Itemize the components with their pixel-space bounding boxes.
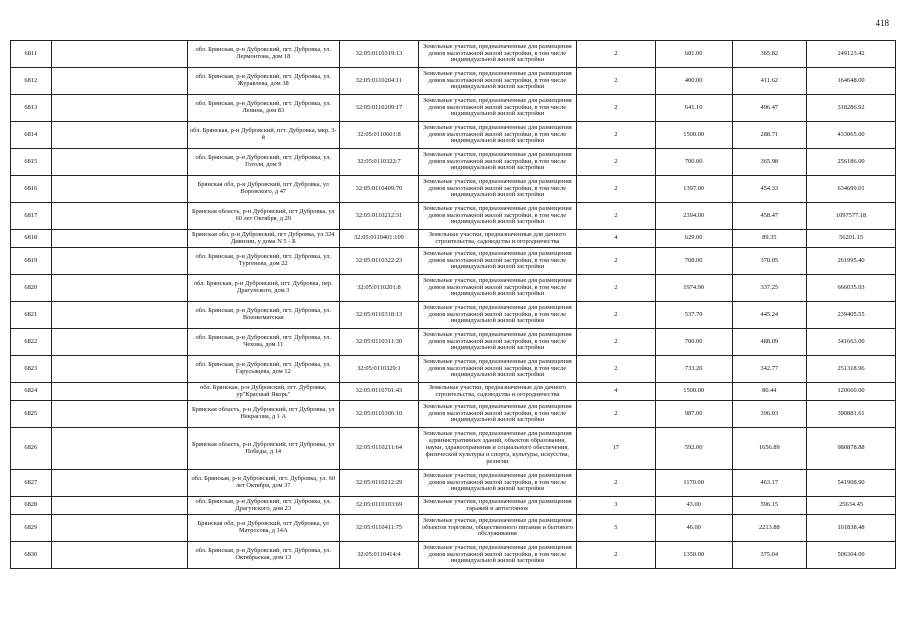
table-row — [11, 248, 896, 275]
row-number: 6826 — [11, 428, 52, 470]
table-row — [11, 428, 896, 470]
area-cell: 592.00 — [655, 428, 732, 470]
specific-value-cell: 411.62 — [732, 68, 807, 95]
specific-value-cell: 463.17 — [732, 470, 807, 497]
area-cell: 1350.00 — [655, 542, 732, 569]
cadastral-number-cell: 32:05:0110209:17 — [339, 95, 418, 122]
area-cell: 708.00 — [655, 248, 732, 275]
address-cell: обл. Брянская, р-н Дубровский, пгт. Дубровка, ул. Лермонтова, дом 18 — [187, 41, 339, 68]
specific-value-cell: 596.15 — [732, 497, 807, 515]
land-use-cell: Земельные участки, предназначенные для размещения домов малоэтажной жилой застройки, в том числе индивидуальной жилой застройки — [418, 470, 576, 497]
category-code-cell: 2 — [576, 275, 655, 302]
cadastral-number-cell: 32:05:0110212:31 — [339, 203, 418, 230]
specific-value-cell: 365.82 — [732, 41, 807, 68]
category-code-cell: 4 — [576, 383, 655, 401]
land-use-cell: Земельные участки, предназначенные для размещения домов малоэтажной жилой застройки, в том числе индивидуальной жилой застройки — [418, 248, 576, 275]
cadastral-number-cell: 32:05:0110414:4 — [339, 542, 418, 569]
cadastral-value-cell: 25634.45 — [807, 497, 896, 515]
land-use-cell: Земельные участки, предназначенные для размещения домов малоэтажной жилой застройки, в том числе индивидуальной жилой застройки — [418, 275, 576, 302]
land-use-cell: Земельные участки, предназначенные для размещения домов малоэтажной жилой застройки, в том числе индивидуальной жилой застройки — [418, 149, 576, 176]
empty-cell — [51, 497, 187, 515]
row-number: 6816 — [11, 176, 52, 203]
row-number: 6821 — [11, 302, 52, 329]
cadastral-value-cell: 164648.00 — [807, 68, 896, 95]
cadastral-number-cell: 32:05:0110204:11 — [339, 68, 418, 95]
address-cell: Брянская область, р-н Дубровский, пгт Дубровка, ул Некрасова, д 1 А — [187, 401, 339, 428]
row-number: 6830 — [11, 542, 52, 569]
specific-value-cell: 488.09 — [732, 329, 807, 356]
empty-cell — [51, 542, 187, 569]
area-cell: 641.10 — [655, 95, 732, 122]
empty-cell — [51, 149, 187, 176]
cadastral-number-cell: 32:05:0110318:13 — [339, 302, 418, 329]
table-row — [11, 302, 896, 329]
empty-cell — [51, 515, 187, 542]
address-cell: обл. Брянская, р-н Дубровский, пгт. Дубровка, ул. Военкоматская — [187, 302, 339, 329]
table-row — [11, 329, 896, 356]
specific-value-cell: 445.24 — [732, 302, 807, 329]
row-number: 6820 — [11, 275, 52, 302]
land-use-cell: Земельные участки, предназначенные для дачного строительства, садоводства и огородничества — [418, 383, 576, 401]
cadastral-value-cell: 251318.96 — [807, 356, 896, 383]
address-cell: обл. Брянская, р-н Дубровский, пгт. Дубровка, ул. Ленина, дом 83 — [187, 95, 339, 122]
specific-value-cell: 342.77 — [732, 356, 807, 383]
address-cell: обл. Брянская, р-н Дубровский, пгт. Дубровка, ул. Тургенева, дом 22 — [187, 248, 339, 275]
area-cell: 537.70 — [655, 302, 732, 329]
table-row — [11, 203, 896, 230]
table-row — [11, 275, 896, 302]
area-cell: 1500.00 — [655, 122, 732, 149]
row-number: 6813 — [11, 95, 52, 122]
row-number: 6817 — [11, 203, 52, 230]
row-number: 6824 — [11, 383, 52, 401]
area-cell: 700.00 — [655, 149, 732, 176]
area-cell: 987.00 — [655, 401, 732, 428]
land-use-cell: Земельные участки, предназначенные для размещения домов малоэтажной жилой застройки, в том числе индивидуальной жилой застройки — [418, 41, 576, 68]
address-cell: обл. Брянская, р-н Дубровский, пгт. Дубровка, ул. Драгунского, дом 23 — [187, 497, 339, 515]
table-row — [11, 122, 896, 149]
area-cell: 681.00 — [655, 41, 732, 68]
cadastral-value-cell: 390881.61 — [807, 401, 896, 428]
address-cell: обл. Брянская, р-н Дубровский, пгт. Дубровка, ул. 60 лет Октября, дом 37 — [187, 470, 339, 497]
land-use-cell: Земельные участки, предназначенные для размещения домов малоэтажной жилой застройки, в том числе индивидуальной жилой застройки — [418, 542, 576, 569]
table-row — [11, 356, 896, 383]
cadastral-value-cell: 634699.01 — [807, 176, 896, 203]
specific-value-cell: 496.47 — [732, 95, 807, 122]
address-cell: Брянская область, р-н Дубровский, пгт Дубровка, ул Победы, д 14 — [187, 428, 339, 470]
empty-cell — [51, 329, 187, 356]
area-cell: 1397.00 — [655, 176, 732, 203]
specific-value-cell: 375.04 — [732, 542, 807, 569]
category-code-cell: 2 — [576, 329, 655, 356]
address-cell: обл. Брянская, р-н Дубровский, пгт. Дубровка, ул. Чехова, дом 11 — [187, 329, 339, 356]
cadastral-number-cell: 32:05:0110322:7 — [339, 149, 418, 176]
specific-value-cell: 89.35 — [732, 230, 807, 248]
area-cell: 733.20 — [655, 356, 732, 383]
empty-cell — [51, 95, 187, 122]
empty-cell — [51, 428, 187, 470]
table-row — [11, 41, 896, 68]
area-cell: 629.00 — [655, 230, 732, 248]
table-row — [11, 230, 896, 248]
row-number: 6819 — [11, 248, 52, 275]
category-code-cell: 2 — [576, 68, 655, 95]
land-use-cell: Земельные участки, предназначенные для дачного строительства, садоводства и огородничества — [418, 230, 576, 248]
empty-cell — [51, 470, 187, 497]
address-cell: обл. Брянская, р-н Дубровский, пгт. Дубровка, ул. Гарусьяцева, дом 12 — [187, 356, 339, 383]
address-cell: обл. Брянская, р-н Дубровский, пгт. Дубровка, ул. Гоголя, дом 9 — [187, 149, 339, 176]
land-use-cell: Земельные участки, предназначенные для размещения домов малоэтажной жилой застройки, в том числе индивидуальной жилой застройки — [418, 203, 576, 230]
cadastral-value-cell: 239405.55 — [807, 302, 896, 329]
land-use-cell: Земельные участки, предназначенные для размещения домов малоэтажной жилой застройки, в том числе индивидуальной жилой застройки — [418, 122, 576, 149]
category-code-cell: 2 — [576, 302, 655, 329]
table-row — [11, 176, 896, 203]
cadastral-value-cell: 341663.00 — [807, 329, 896, 356]
area-cell: 1500.00 — [655, 383, 732, 401]
empty-cell — [51, 203, 187, 230]
cadastral-value-cell: 249123.42 — [807, 41, 896, 68]
empty-cell — [51, 401, 187, 428]
cadastral-value-cell: 1097577.18 — [807, 203, 896, 230]
cadastral-value-cell: 101838.48 — [807, 515, 896, 542]
registry-body — [11, 41, 896, 569]
cadastral-number-cell: 32:05:0110409:70 — [339, 176, 418, 203]
cadastral-number-cell: 32:05:0110201:8 — [339, 275, 418, 302]
page-number: 418 — [875, 18, 889, 28]
row-number: 6814 — [11, 122, 52, 149]
specific-value-cell: 1656.89 — [732, 428, 807, 470]
cadastral-number-cell: 32:05:0110103:69 — [339, 497, 418, 515]
row-number: 6829 — [11, 515, 52, 542]
address-cell: обл. Брянская, р-н Дубровский, пгт. Дубровка, ур"Красный Якорь" — [187, 383, 339, 401]
row-number: 6828 — [11, 497, 52, 515]
empty-cell — [51, 356, 187, 383]
cadastral-number-cell: 32:05:0110701:43 — [339, 383, 418, 401]
table-row — [11, 401, 896, 428]
empty-cell — [51, 41, 187, 68]
empty-cell — [51, 176, 187, 203]
row-number: 6818 — [11, 230, 52, 248]
cadastral-number-cell: 32:05:0110322:23 — [339, 248, 418, 275]
address-cell: Брянская обл, р-н Дубровский, пгт Дубровка, ул Воровского, д 47 — [187, 176, 339, 203]
row-number: 6815 — [11, 149, 52, 176]
cadastral-value-cell: 120660.00 — [807, 383, 896, 401]
cadastral-value-cell: 433065.00 — [807, 122, 896, 149]
cadastral-value-cell: 261995.40 — [807, 248, 896, 275]
category-code-cell: 2 — [576, 95, 655, 122]
cadastral-value-cell: 256186.00 — [807, 149, 896, 176]
cadastral-value-cell: 318286.92 — [807, 95, 896, 122]
land-use-cell: Земельные участки, предназначенные для размещения административных зданий, объектов образования, науки, здравоохранения и социального обеспечения, физической культуры и спорта, культуры, искусства, религии — [418, 428, 576, 470]
category-code-cell: 2 — [576, 356, 655, 383]
empty-cell — [51, 248, 187, 275]
land-use-cell: Земельные участки, предназначенные для размещения гаражей и автостоянок — [418, 497, 576, 515]
land-use-cell: Земельные участки, предназначенные для размещения домов малоэтажной жилой застройки, в том числе индивидуальной жилой застройки — [418, 95, 576, 122]
cadastral-value-cell: 506304.00 — [807, 542, 896, 569]
address-cell: обл. Брянская, р-н Дубровский, пгт. Дубровка, мкр. 3-й — [187, 122, 339, 149]
land-use-cell: Земельные участки, предназначенные для размещения домов малоэтажной жилой застройки, в том числе индивидуальной жилой застройки — [418, 302, 576, 329]
cadastral-number-cell: 32:05:0110319:13 — [339, 41, 418, 68]
row-number: 6822 — [11, 329, 52, 356]
address-cell: Брянская обл, р-н Дубровский, пгт Дубровка, ул Матросова, д 14А — [187, 515, 339, 542]
category-code-cell: 2 — [576, 41, 655, 68]
address-cell: обл. Брянская, р-н Дубровский, пгт. Дубровка, пер. Драгунского, дом 3 — [187, 275, 339, 302]
land-use-cell: Земельные участки, предназначенные для размещения объектов торговли, общественного питания и бытового обслуживания — [418, 515, 576, 542]
empty-cell — [51, 302, 187, 329]
row-number: 6827 — [11, 470, 52, 497]
category-code-cell: 5 — [576, 515, 655, 542]
address-cell: Брянская область, р-н Дубровский, пгт Дубровка, ул 60 лет Октября, д 29 — [187, 203, 339, 230]
cadastral-number-cell: 32:05:0110311:30 — [339, 329, 418, 356]
address-cell: обл. Брянская, р-н Дубровский, пгт. Дубровка, ул. Октябрьская, дом 13 — [187, 542, 339, 569]
row-number: 6823 — [11, 356, 52, 383]
specific-value-cell: 454.33 — [732, 176, 807, 203]
row-number: 6825 — [11, 401, 52, 428]
cadastral-number-cell: 32:05:0110211:64 — [339, 428, 418, 470]
category-code-cell: 4 — [576, 230, 655, 248]
specific-value-cell: 337.25 — [732, 275, 807, 302]
cadastral-number-cell: 32:05:0110329:1 — [339, 356, 418, 383]
table-row — [11, 95, 896, 122]
category-code-cell: 2 — [576, 542, 655, 569]
category-code-cell: 2 — [576, 122, 655, 149]
cadastral-number-cell: 32:05:0110601:8 — [339, 122, 418, 149]
cadastral-value-cell: 666035.03 — [807, 275, 896, 302]
category-code-cell: 2 — [576, 470, 655, 497]
category-code-cell: 3 — [576, 497, 655, 515]
table-row — [11, 149, 896, 176]
empty-cell — [51, 383, 187, 401]
category-code-cell: 2 — [576, 401, 655, 428]
table-row — [11, 383, 896, 401]
land-use-cell: Земельные участки, предназначенные для размещения домов малоэтажной жилой застройки, в том числе индивидуальной жилой застройки — [418, 176, 576, 203]
table-row — [11, 515, 896, 542]
area-cell: 400.00 — [655, 68, 732, 95]
area-cell: 1170.00 — [655, 470, 732, 497]
category-code-cell: 2 — [576, 248, 655, 275]
specific-value-cell: 2213.88 — [732, 515, 807, 542]
table-row — [11, 470, 896, 497]
cadastral-number-cell: 32:05:0110306:10 — [339, 401, 418, 428]
category-code-cell: 17 — [576, 428, 655, 470]
address-cell: Брянская обл, р-н Дубровский, пгт Дубровка, ул 324 Дивизии, у дома N 5 - Б — [187, 230, 339, 248]
specific-value-cell: 288.71 — [732, 122, 807, 149]
land-registry-table — [10, 40, 896, 569]
area-cell: 700.00 — [655, 329, 732, 356]
area-cell: 1974.90 — [655, 275, 732, 302]
specific-value-cell: 80.44 — [732, 383, 807, 401]
row-number: 6812 — [11, 68, 52, 95]
land-use-cell: Земельные участки, предназначенные для размещения домов малоэтажной жилой застройки, в том числе индивидуальной жилой застройки — [418, 356, 576, 383]
cadastral-value-cell: 56201.15 — [807, 230, 896, 248]
area-cell: 2394.00 — [655, 203, 732, 230]
table-row — [11, 68, 896, 95]
land-use-cell: Земельные участки, предназначенные для размещения домов малоэтажной жилой застройки, в том числе индивидуальной жилой застройки — [418, 329, 576, 356]
empty-cell — [51, 122, 187, 149]
cadastral-number-cell: 32:05:0110411:75 — [339, 515, 418, 542]
category-code-cell: 2 — [576, 176, 655, 203]
area-cell: 46.00 — [655, 515, 732, 542]
cadastral-value-cell: 541908.90 — [807, 470, 896, 497]
category-code-cell: 2 — [576, 203, 655, 230]
category-code-cell: 2 — [576, 149, 655, 176]
empty-cell — [51, 230, 187, 248]
cadastral-value-cell: 980878.88 — [807, 428, 896, 470]
specific-value-cell: 370.05 — [732, 248, 807, 275]
area-cell: 43.00 — [655, 497, 732, 515]
specific-value-cell: 458.47 — [732, 203, 807, 230]
cadastral-number-cell: 32:05:0110401:109 — [339, 230, 418, 248]
specific-value-cell: 396.03 — [732, 401, 807, 428]
land-use-cell: Земельные участки, предназначенные для размещения домов малоэтажной жилой застройки, в том числе индивидуальной жилой застройки — [418, 68, 576, 95]
specific-value-cell: 365.98 — [732, 149, 807, 176]
empty-cell — [51, 275, 187, 302]
table-row — [11, 542, 896, 569]
table-row — [11, 497, 896, 515]
row-number: 6811 — [11, 41, 52, 68]
address-cell: обл. Брянская, р-н Дубровский, пгт. Дубровка, ул. Журавлева, дом 38 — [187, 68, 339, 95]
cadastral-number-cell: 32:05:0110212:29 — [339, 470, 418, 497]
empty-cell — [51, 68, 187, 95]
land-use-cell: Земельные участки, предназначенные для размещения домов малоэтажной жилой застройки, в том числе индивидуальной жилой застройки — [418, 401, 576, 428]
